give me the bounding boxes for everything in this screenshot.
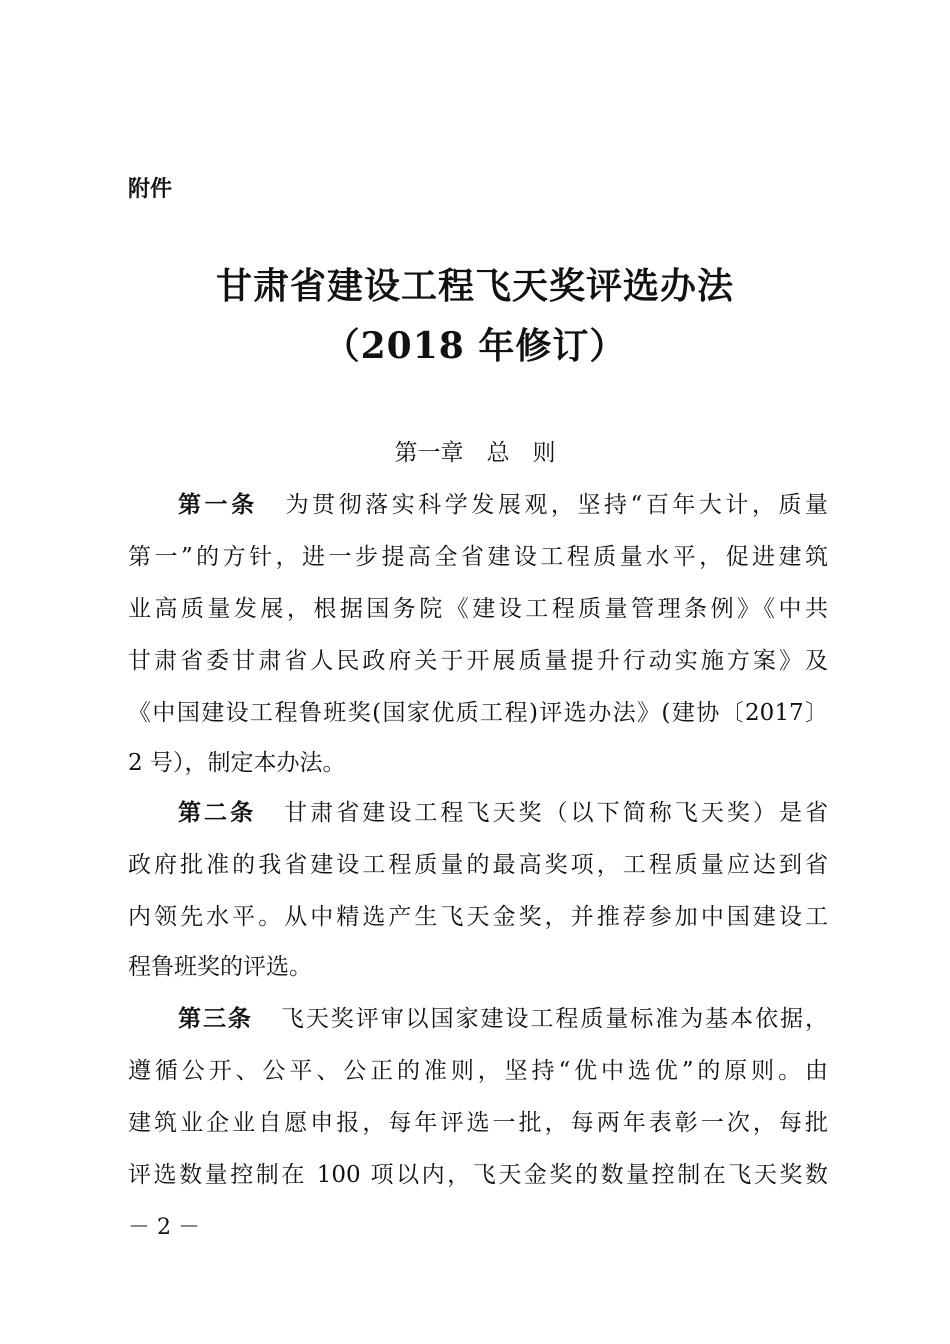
article-1-text: 为贯彻落实科学发展观，坚持“百年大计，质量	[285, 492, 829, 518]
article-1-line-2: 第一”的方针，进一步提高全省建设工程质量水平，促进建筑	[128, 544, 828, 570]
article-1-label: 第一条	[178, 492, 258, 518]
document-subtitle: （2018 年修订）	[323, 325, 627, 367]
article-3-line-2: 遵循公开、公平、公正的准则，坚持“优中选优”的原则。由	[128, 1058, 828, 1084]
page-number: － 2 －	[128, 1215, 200, 1240]
article-3-label: 第三条	[178, 1006, 253, 1032]
article-2-label: 第二条	[178, 800, 257, 826]
article-2-text: 甘肃省建设工程飞天奖（以下简称飞天奖）是省	[284, 800, 829, 826]
article-3-line-4: 评选数量控制在 100 项以内，飞天金奖的数量控制在飞天奖数	[128, 1162, 828, 1188]
article-2-line-4: 程鲁班奖的评选。	[128, 954, 312, 980]
article-1-line-4: 甘肃省委甘肃省人民政府关于开展质量提升行动实施方案》及	[128, 648, 828, 674]
document-title: 甘肃省建设工程飞天奖评选办法	[215, 265, 734, 307]
article-3-line-3: 建筑业企业自愿申报，每年评选一批，每两年表彰一次，每批	[128, 1110, 828, 1136]
article-1-line-3: 业高质量发展，根据国务院《建设工程质量管理条例》《中共	[128, 596, 828, 622]
article-3-text: 飞天奖评审以国家建设工程质量标准为基本依据，	[280, 1006, 828, 1032]
chapter-heading: 第一章 总 则	[394, 440, 556, 466]
article-3-line-1	[178, 1000, 828, 1033]
article-1-line-6: 2 号），制定本办法。	[128, 750, 346, 776]
article-2-line-3: 内领先水平。从中精选产生飞天金奖，并推荐参加中国建设工	[128, 904, 828, 930]
article-1-line-5: 《中国建设工程鲁班奖(国家优质工程)评选办法》(建协〔2017〕	[128, 700, 828, 726]
attachment-label: 附件	[128, 177, 173, 202]
article-2-line-2: 政府批准的我省建设工程质量的最高奖项，工程质量应达到省	[128, 852, 828, 878]
article-1-line-1	[178, 486, 828, 519]
article-2-line-1	[178, 794, 828, 827]
